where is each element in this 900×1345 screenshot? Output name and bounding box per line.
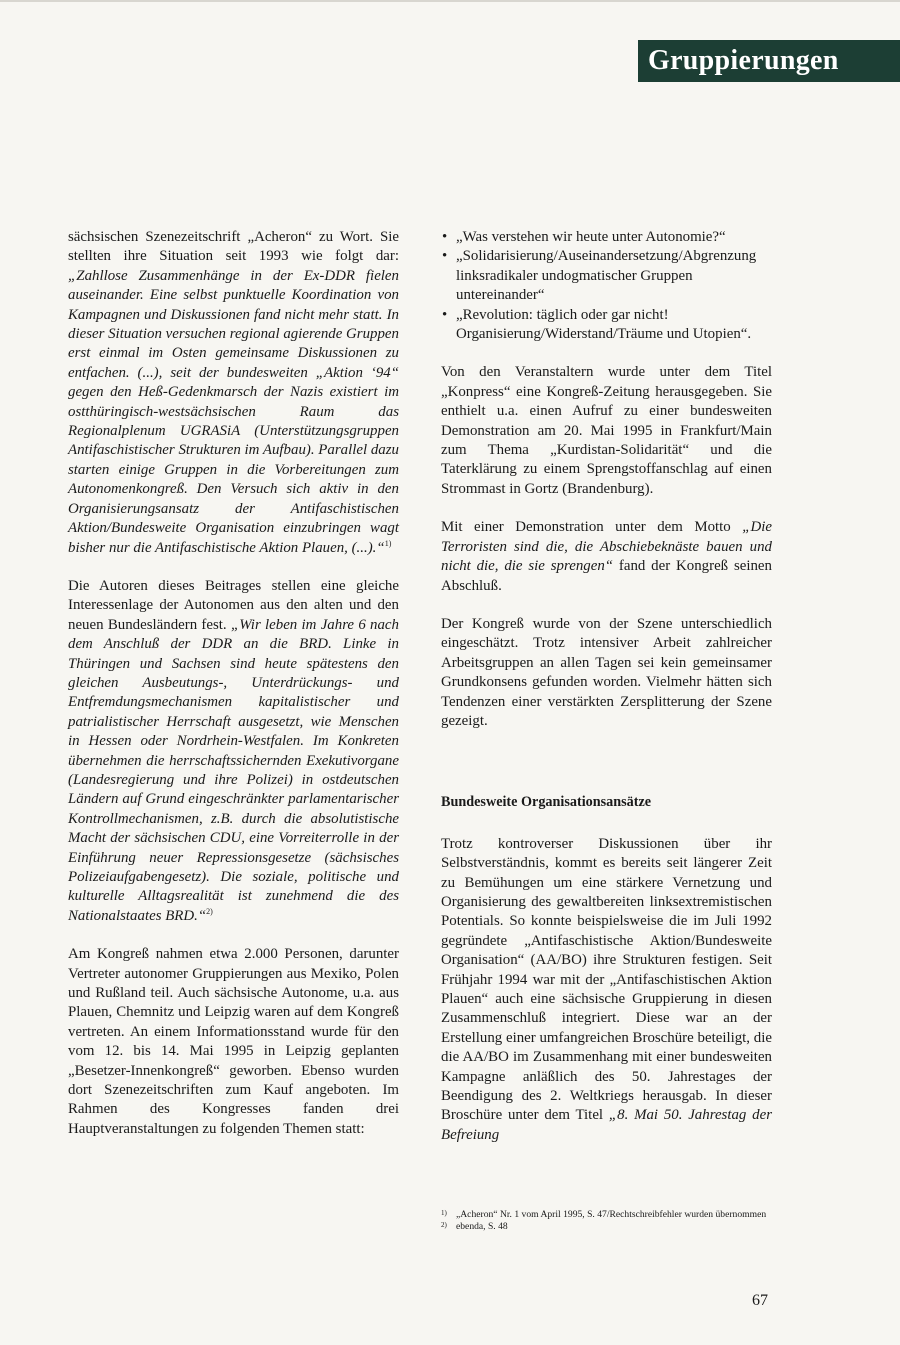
left-column — [68, 228, 399, 1139]
paragraph-assessment: Der Kongreß wurde von der Szene unterschiedlich eingeschätzt. Trotz intensiver Arbeit zahlreicher Arbeitsgruppen an allen Tagen sei kein gemeinsamer Grundkonsens gefunden worden. Vielmehr hätten sich Tendenzen einer verstärkten Zersplitterung der Szene gezeigt. — [441, 615, 772, 729]
top-rule — [0, 0, 900, 2]
section-heading: Bundesweite Organisationsansätze — [441, 794, 652, 811]
paragraph-authors-quote: Die Autoren dieses Beitrages stellen eine gleiche Interessenlage der Autonomen aus den alten und den neuen Bundesländern fest. „Wir leben im Jahre 6 nach dem Anschluß der DDR an die BRD. Linke in Thüringen und Sachsen sind heute spätestens den gleichen Ausbeutungs-, Unterdrückungs- und Entfremdungsmechanismen kapitalistischer und patrialistischer Herrschaft ausgesetzt, wie Menschen in Hessen oder Nordrhein-Westfalen. Im Konkreten übernehmen die herrschaftssichernden Exekutivorgane (Landesregierung und ihre Polizei) in ostdeutschen Ländern auf Grund eingeschränkter parlamentarischer Kontrollmechanismen, z.B. durch die absolutistische Macht der sächsischen CDU, eine Vorreiterrolle in der Einführung neuer Repressionsgesetze (sächsisches Polizeiaufgabengesetz). Die soziale, politische und kulturelle Alltagsrealität ist zunehmend die des Nationalstaates BRD.“$^{2)}$ — [68, 577, 399, 924]
paragraph-acheron-quote: sächsischen Szenezeitschrift „Acheron“ zu Wort. Sie stellten ihre Situation seit 1993 wie folgt dar: „Zahllose Zusammenhänge in der Ex-DDR fielen auseinander. Eine selbst punktuelle Koordination von Kampagnen und Diskussionen fand nicht mehr statt. In dieser Situation versuchen regional agierende Gruppen erst einmal im Osten gemeinsame Diskussionen zu entfachen. (...), seit der bundesweiten „Aktion ‘94“ gegen den Heß-Gedenkmarsch der Nazis existiert im ostthüringisch-westsächsischen Raum das Regionalplenum UGRASiA (Unterstützungsgruppen Antifaschistischer Strukturen im Aufbau). Parallel dazu starten einige Gruppen in die Vorbereitungen zum Autonomenkongreß. Den Versuch sich aktiv in den Organisierungsansatz der Antifaschistischen Aktion/Bundesweite Organisation einzubringen wagt bisher nur die Antifaschistische Aktion Plauen, (...).“$^{1)}$ — [68, 229, 399, 556]
list-item: • „Was verstehen wir heute unter Autonomie?“ — [441, 228, 772, 247]
footnote-text: ebenda, S. 48 — [456, 1220, 508, 1232]
footnotes — [441, 1209, 781, 1232]
paragraph-konpress: Von den Veranstaltern wurde unter dem Titel „Konpress“ eine Kongreß-Zeitung herausgegeben. Sie enthielt u.a. einen Aufruf zu einer bundesweiten Demonstration am 20. Mai 1995 in Frankfurt/Main zum Thema „Kurdistan-Solidarität“ und die Taterklärung zu einem Sprengstoffanschlag auf einen Strommast in Gortz (Brandenburg). — [441, 364, 772, 497]
right-column — [441, 228, 772, 1145]
page-number: 67 — [752, 1292, 768, 1309]
event-topics-list — [441, 228, 772, 344]
footnote-text: „Acheron“ Nr. 1 vom April 1995, S. 47/Rechtschreibfehler wurden übernommen — [456, 1209, 767, 1220]
footnote — [441, 1209, 781, 1221]
paragraph-demonstration: Mit einer Demonstration unter dem Motto „Die Terroristen sind die, die Abschiebeknäste bauen und nicht die, die sie sprengen“ fand der Kongreß seinen Abschluß. — [441, 519, 772, 594]
paragraph-organisation: Trotz kontroverser Diskussionen über ihr Selbstverständnis, kommt es bereits seit längerer Zeit zu Bemühungen um eine stärkere Vernetzung und Organisierung des gewaltbereiten linksextremistischen Potentials. So konnte beispielsweise die im Juli 1992 gegründete „Antifaschistische Aktion/Bundesweite Organisation“ (AA/BO) ihre Strukturen festigen. Seit Frühjahr 1994 war mit der „Antifaschistischen Aktion Plauen“ auch eine sächsische Gruppierung in diesen Zusammenschluß integriert. Diese war an der Erstellung einer umfangreichen Broschüre beteiligt, die die AA/BO im Zusammenhang mit einer bundesweiten Kampagne anläßlich des 50. Jahrestages der Beendigung des 2. Weltkriegs herausgab. In dieser Broschüre unter dem Titel „8. Mai 50. Jahrestag der Befreiung — [441, 835, 772, 1143]
section-title: Gruppierungen — [638, 40, 900, 82]
footnote-mark: 1) — [441, 1209, 447, 1217]
footnote — [441, 1221, 781, 1233]
list-item: • „Solidarisierung/Auseinandersetzung/Abgrenzung linksradikaler undogmatischer Gruppen untereinander“ — [441, 247, 772, 305]
list-item: • „Revolution: täglich oder gar nicht! Organisierung/Widerstand/Träume und Utopien“. — [441, 306, 772, 345]
paragraph-kongress: Am Kongreß nahmen etwa 2.000 Personen, darunter Vertreter autonomer Gruppierungen aus Mexiko, Polen und Rußland teil. Auch sächsische Autonome, u.a. aus Plauen, Chemnitz und Leipzig waren auf dem Kongreß vertreten. An einem Informationsstand wurde für den vom 12. bis 14. Mai 1995 in Leipzig geplanten „Besetzer-Innenkongreß“ geworben. Ebenso wurden dort Szenezeitschriften zum Kauf angeboten. Im Rahmen des Kongresses fanden drei Hauptveranstaltungen zu folgenden Themen statt: — [68, 946, 399, 1137]
footnote-mark: 2) — [441, 1220, 447, 1229]
